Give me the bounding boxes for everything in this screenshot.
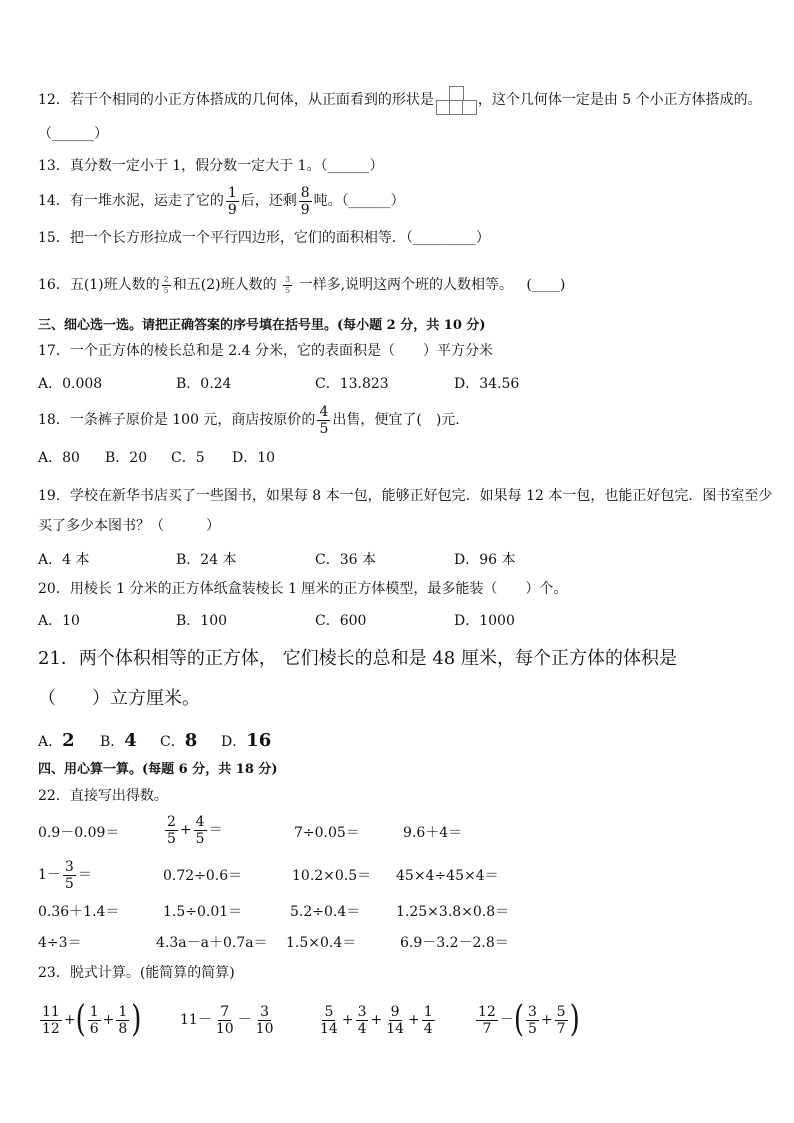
question-21-line-1: 21．两个体积相等的正方体， 它们棱长的总和是 48 厘米，每个正方体的体积是 <box>38 648 677 669</box>
section-3-title: 三、细心选一选。请把正确答案的序号填在括号里。(每小题 2 分，共 10 分) <box>38 318 486 333</box>
q14-text-a: 14．有一堆水泥，运走了它的 <box>38 193 224 209</box>
q22-r4c3: 1.5×0.4＝ <box>286 935 357 951</box>
q12-text-b: ，这个几何体一定是由 5 个小正方体搭成的。 <box>477 92 762 108</box>
q22-r2c1: 1－ $\frac{3}{5}$ ＝ <box>38 858 92 892</box>
q22-r1c3: 7÷0.05＝ <box>294 825 360 841</box>
q20-option-d: D．1000 <box>454 613 515 629</box>
q14-fraction-1: $\frac{1}{9}$ <box>227 184 237 218</box>
q23-expr-2: 11－ $\frac{7}{10}$ － $\frac{3}{10}$ <box>180 1003 274 1037</box>
question-23-title: 23．脱式计算。(能简算的简算) <box>38 965 235 981</box>
q22-r3c1: 0.36＋1.4＝ <box>38 904 120 920</box>
q22-r3c4: 1.25×3.8×0.8＝ <box>396 904 510 920</box>
question-12 <box>38 86 762 114</box>
q22-r2c4: 45×4÷45×4＝ <box>396 868 499 884</box>
q19-option-c: C．36 本 <box>315 552 376 568</box>
q22-r4c1: 4÷3＝ <box>38 935 82 951</box>
q16-text-b: 和五(2)班人数的 <box>172 277 277 293</box>
q16-fraction-1: $\frac{2}{5}$ <box>163 274 169 295</box>
q19-option-a: A．4 本 <box>38 552 90 568</box>
q21-option-a: A．2 <box>38 730 75 751</box>
q16-answer: (____) <box>526 277 566 293</box>
q12-answer: （______） <box>38 126 108 142</box>
q17-option-b: B．0.24 <box>176 376 232 392</box>
q18-text-a: 18．一条裤子原价是 100 元，商店按原价的 <box>38 412 316 428</box>
q17-option-d: D．34.56 <box>454 376 520 392</box>
question-18 <box>38 402 460 438</box>
q22-r1c4: 9.6＋4＝ <box>403 825 463 841</box>
q22-r2c2: 0.72÷0.6＝ <box>163 868 243 884</box>
question-19-line-2: 买了多少本图书？（ ） <box>38 518 220 534</box>
q18-option-c: C．5 <box>171 450 205 466</box>
q22-r4c2: 4.3a－a＋0.7a＝ <box>156 935 268 951</box>
q22-r3c2: 1.5÷0.01＝ <box>163 904 243 920</box>
q17-option-a: A．0.008 <box>38 376 103 392</box>
question-16 <box>38 270 565 300</box>
q16-text-c: 一样多,说明这两个班的人数相等。 <box>298 277 514 293</box>
q18-text-b: 出售，便宜了( )元. <box>332 412 460 428</box>
q18-option-d: D．10 <box>232 450 276 466</box>
q16-fraction-2: $\frac{3}{5}$ <box>285 274 291 295</box>
q20-option-c: C．600 <box>315 613 367 629</box>
q21-option-b: B．4 <box>100 730 137 751</box>
q14-text-c: 吨。（______） <box>313 193 405 209</box>
q22-r2c3: 10.2×0.5＝ <box>292 868 372 884</box>
question-21-line-2: （ ）立方厘米。 <box>38 688 200 709</box>
q18-option-b: B．20 <box>105 450 148 466</box>
question-13: 13．真分数一定小于 1，假分数一定大于 1。（______） <box>38 158 384 174</box>
q22-r1c1: 0.9－0.09＝ <box>38 825 120 841</box>
question-15: 15．把一个长方形拉成一个平行四边形，它们的面积相等．（_________） <box>38 230 490 246</box>
q14-fraction-2: $\frac{8}{9}$ <box>300 184 310 218</box>
question-14 <box>38 183 405 219</box>
q19-option-b: B．24 本 <box>176 552 237 568</box>
q22-r4c4: 6.9－3.2－2.8＝ <box>400 935 509 951</box>
q16-text-a: 16．五(1)班人数的 <box>38 277 160 293</box>
front-view-grid-icon <box>436 86 476 114</box>
q17-option-c: C．13.823 <box>315 376 389 392</box>
q23-expr-1: $\frac{11}{12}$ +( $\frac{1}{6}$ + $\frac{1}{8}$ ) <box>42 999 142 1041</box>
q22-r3c3: 5.2÷0.4＝ <box>290 904 361 920</box>
question-17: 17．一个正方体的棱长总和是 2.4 分米，它的表面积是（ ）平方分米 <box>38 343 493 359</box>
q19-option-d: D．96 本 <box>454 552 516 568</box>
q12-text-a: 12．若干个相同的小正方体搭成的几何体，从正面看到的形状是 <box>38 92 434 108</box>
question-22-title: 22．直接写出得数。 <box>38 788 168 804</box>
q21-option-d: D．16 <box>221 730 272 751</box>
q18-option-a: A．80 <box>38 450 80 466</box>
question-19-line-1: 19．学校在新华书店买了一些图书，如果每 8 本一包，能够正好包完．如果每 12 本一包，也能正好包完．图书室至少 <box>38 488 773 504</box>
q21-option-c: C．8 <box>160 730 198 751</box>
question-20: 20．用棱长 1 分米的正方体纸盒装棱长 1 厘米的正方体模型，最多能装（ ）个。 <box>38 581 568 597</box>
q18-fraction: $\frac{4}{5}$ <box>319 403 329 437</box>
q23-expr-4: $\frac{12}{7}$ －( $\frac{3}{5}$ + $\frac{5}{7}$ ) <box>478 999 580 1041</box>
q22-r1c2: $\frac{2}{5}$ + $\frac{4}{5}$ ＝ <box>167 813 223 847</box>
q14-text-b: 后，还剩 <box>240 193 297 209</box>
q20-option-b: B．100 <box>176 613 228 629</box>
q23-expr-3: $\frac{5}{14}$ + $\frac{3}{4}$ + $\frac{9}{14}$ + $\frac{1}{4}$ <box>320 1003 433 1037</box>
q20-option-a: A．10 <box>38 613 80 629</box>
section-4-title: 四、用心算一算。(每题 6 分，共 18 分) <box>38 762 278 777</box>
